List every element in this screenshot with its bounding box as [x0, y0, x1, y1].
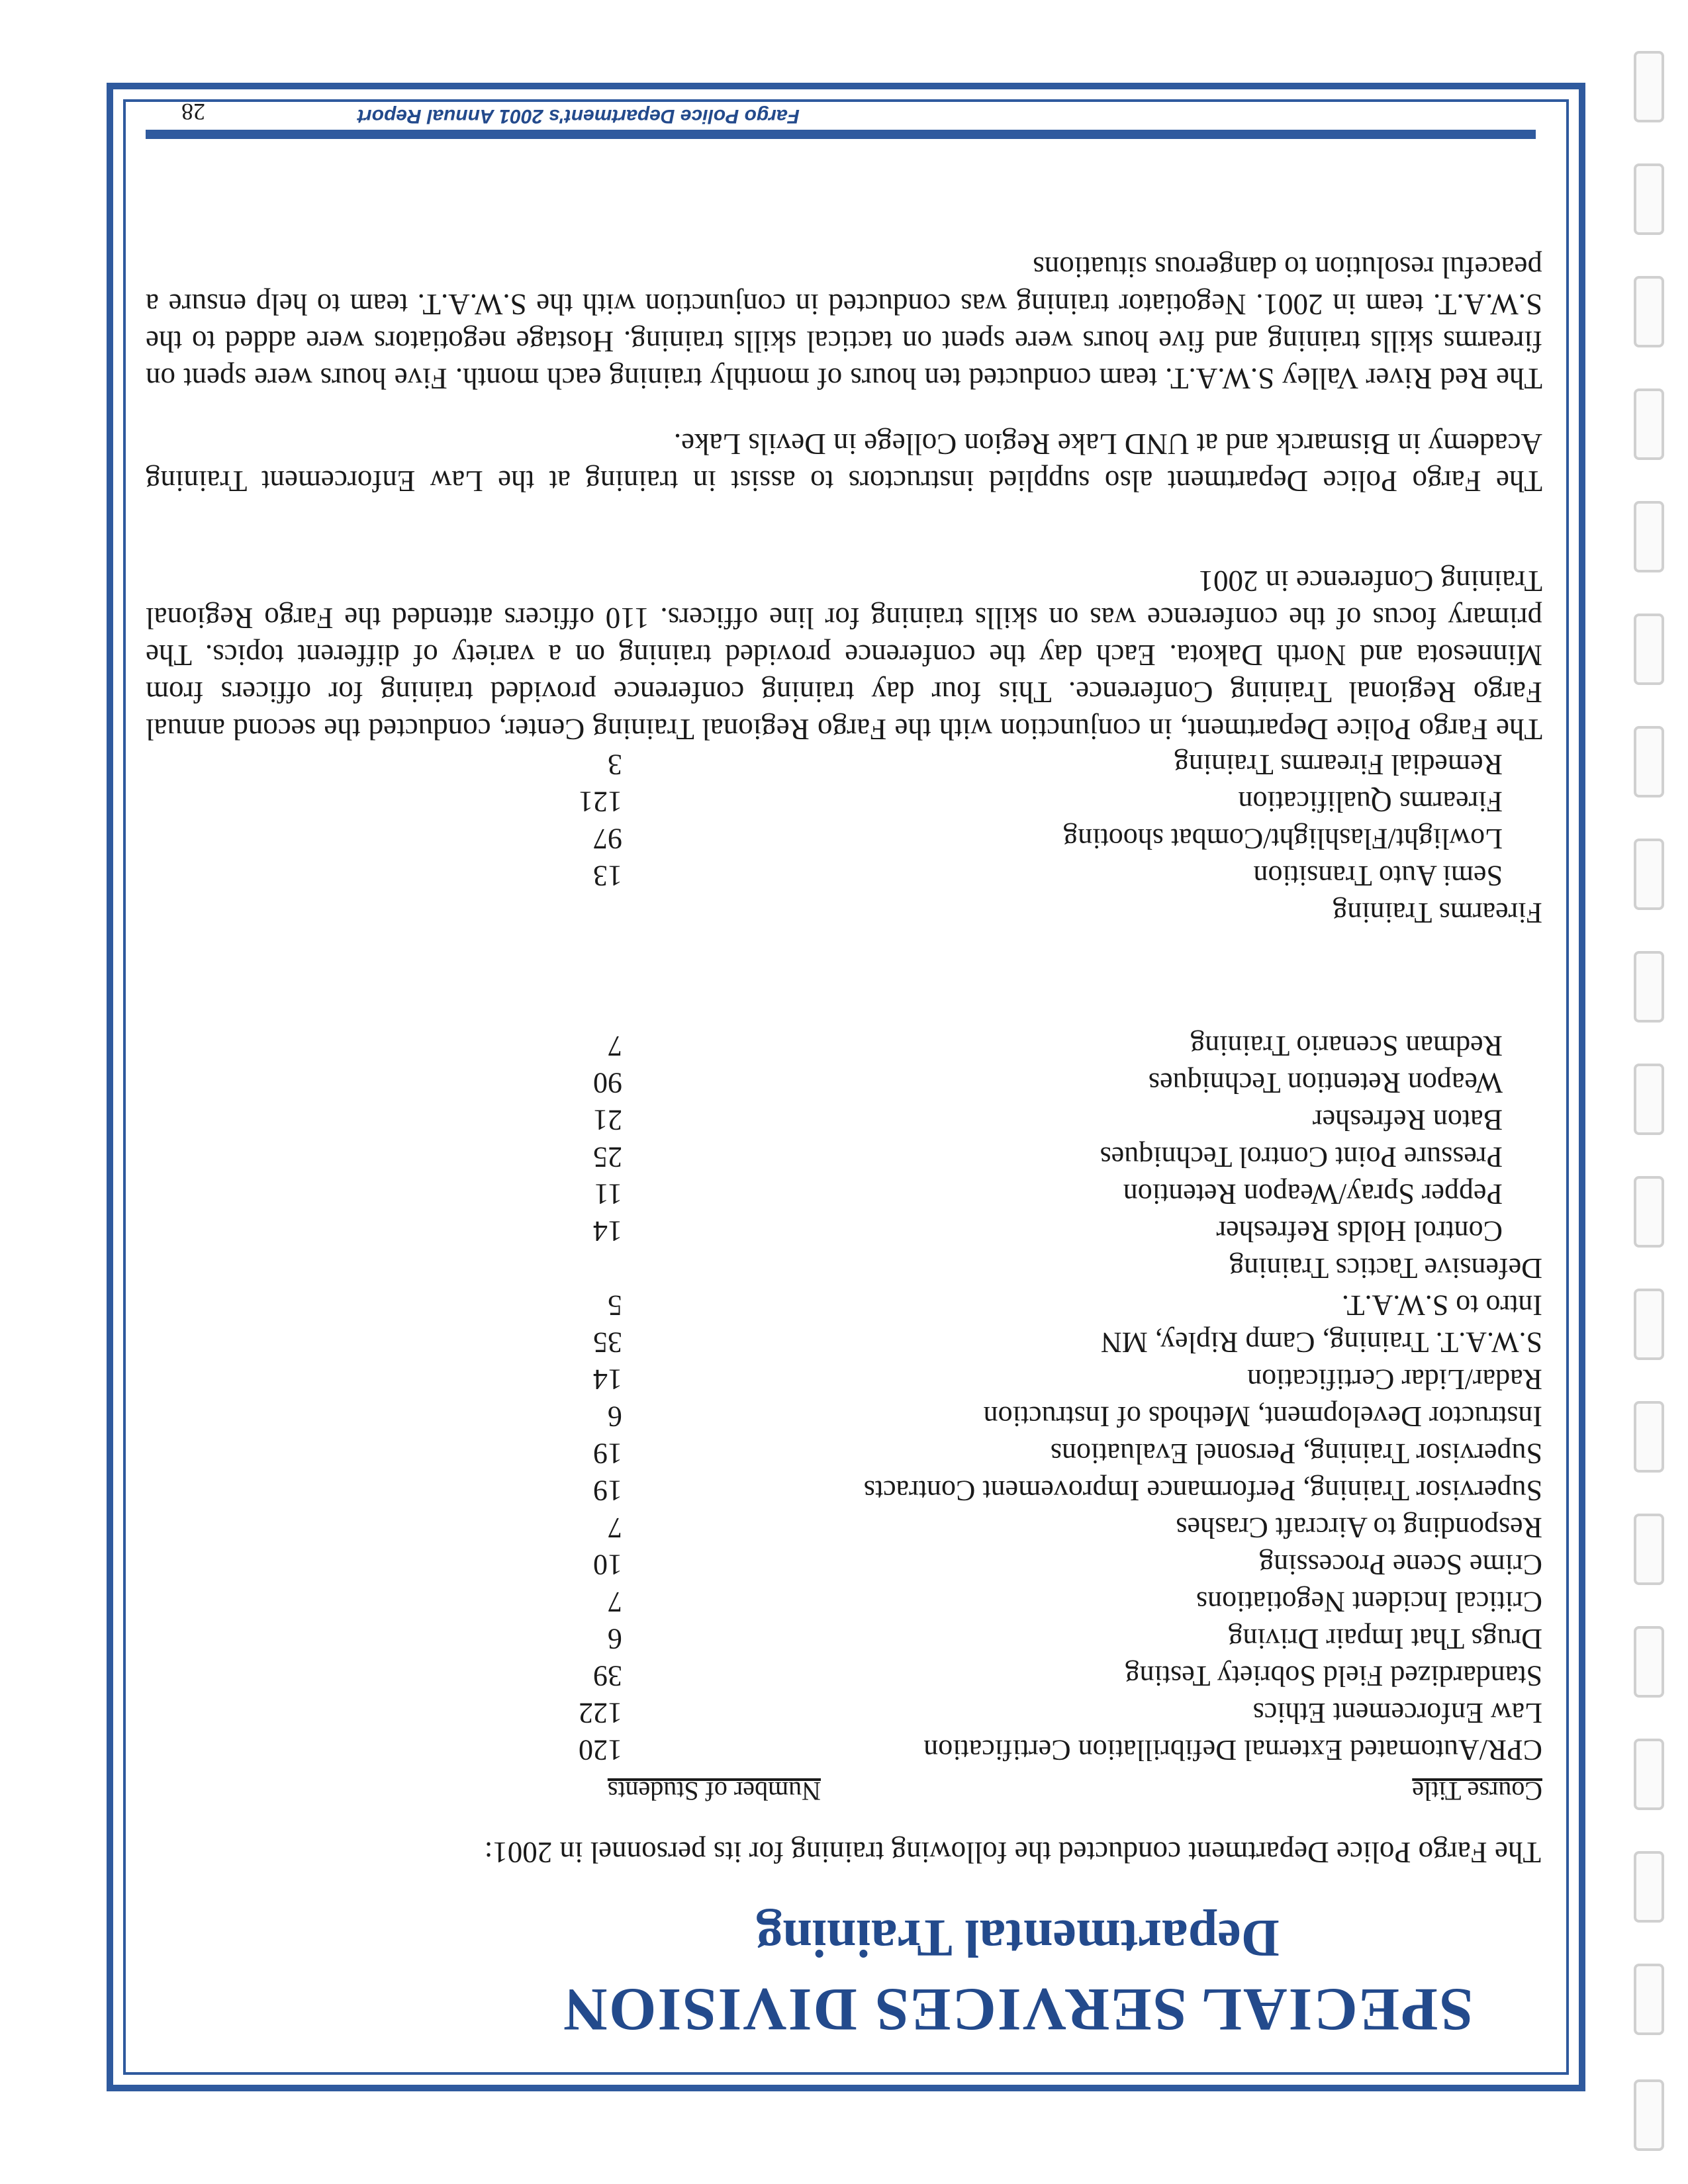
defensive-tactics-heading-row [483, 1248, 1542, 1285]
course-row [483, 1100, 1542, 1137]
binder-hole [1634, 614, 1664, 685]
binder-hole [1634, 1401, 1664, 1473]
intro-text: The Fargo Police Department conducted the following training for its personnel in 2001: [484, 1836, 1541, 1869]
course-title: Pressure Point Control Techniques [1100, 1141, 1503, 1173]
course-title: Critical Incident Negotiations [1196, 1586, 1542, 1618]
firearms-heading: Firearms Training [1333, 897, 1542, 929]
student-count: 97 [593, 823, 622, 855]
course-title: S.W.A.T. Training, Camp Ripley, MN [1101, 1326, 1542, 1359]
binder-hole [1634, 51, 1664, 122]
footer-rule [146, 130, 1536, 139]
binder-hole [1634, 1176, 1664, 1248]
student-count: 10 [593, 1549, 622, 1581]
page-number: 28 [181, 99, 205, 125]
student-count: 7 [608, 1586, 622, 1618]
binder-hole [1634, 388, 1664, 460]
course-title: Standardized Field Sobriety Testing [1125, 1660, 1542, 1692]
course-row [483, 856, 1542, 893]
student-count: 21 [593, 1104, 622, 1136]
student-count: 14 [593, 1363, 622, 1396]
student-count: 19 [593, 1437, 622, 1470]
course-title: Drugs That Impair Driving [1228, 1623, 1542, 1655]
course-title: CPR/Automated External Defibrillation Certification [923, 1734, 1542, 1766]
course-row [483, 1322, 1542, 1359]
binder-hole [1634, 501, 1664, 572]
course-row [483, 1656, 1542, 1693]
course-title: Baton Refresher [1312, 1104, 1503, 1136]
course-row [483, 819, 1542, 856]
course-row [483, 1508, 1542, 1545]
student-count: 5 [608, 1289, 622, 1322]
binder-hole [1634, 1626, 1664, 1698]
course-row [483, 1582, 1542, 1619]
course-row [483, 1359, 1542, 1396]
division-title: SPECIAL SERVICES DIVISION [562, 1976, 1474, 2044]
firearms-section [483, 745, 1542, 930]
course-title: Responding to Aircraft Crashes [1176, 1512, 1542, 1544]
student-count: 14 [593, 1215, 622, 1248]
defensive-tactics-heading: Defensive Tactics Training [1229, 1252, 1542, 1285]
report-footer: Fargo Police Department's 2001 Annual Report [357, 105, 800, 127]
course-row [483, 1433, 1542, 1471]
course-row [483, 745, 1542, 782]
student-count: 122 [579, 1697, 622, 1729]
student-count: 6 [608, 1400, 622, 1433]
student-count: 3 [608, 749, 622, 781]
course-title: Supervisor Training, Personel Evaluations [1050, 1437, 1542, 1470]
binder-hole [1634, 2079, 1664, 2151]
course-row [483, 1471, 1542, 1508]
course-row [483, 1285, 1542, 1322]
student-count: 35 [593, 1326, 622, 1359]
course-row [483, 1026, 1542, 1063]
course-row [483, 1137, 1542, 1174]
course-title: Control Holds Refresher [1216, 1215, 1503, 1248]
student-count: 7 [608, 1030, 622, 1062]
course-title: Lowlight/Flashlight/Combat shooting [1063, 823, 1503, 855]
course-row [483, 1730, 1542, 1767]
binder-hole [1634, 726, 1664, 797]
student-count: 121 [579, 786, 622, 818]
column-header-course: Course Title [1412, 1776, 1542, 1806]
student-count: 7 [608, 1512, 622, 1544]
course-title: Intro to S.W.A.T. [1341, 1289, 1542, 1322]
course-row [483, 1063, 1542, 1100]
course-row [483, 1545, 1542, 1582]
student-count: 90 [593, 1067, 622, 1099]
student-count: 25 [593, 1141, 622, 1173]
conference-paragraph: The Fargo Police Department, in conjunction with the Fargo Regional Training Center, conducted the second annual Fargo Regional Training Conference. This four day training conference provided training for officers from Minnesota and North Dakota. Each day the conference provided training on a variety of different topics. The primary focus of the conference was on skills training for line officers. 110 officers attended the Fargo Regional Training Conference in 2001 [146, 565, 1542, 746]
course-title: Remedial Firearms Training [1174, 749, 1503, 781]
student-count: 13 [593, 860, 622, 892]
course-list [483, 1026, 1542, 1767]
binder-hole [1634, 1064, 1664, 1135]
binder-hole [1634, 1514, 1664, 1585]
course-title: Law Enforcement Ethics [1252, 1697, 1542, 1729]
binder-hole [1634, 163, 1664, 235]
course-title: Weapon Retention Techniques [1148, 1067, 1503, 1099]
student-count: 11 [594, 1178, 622, 1210]
course-title: Supervisor Training, Performance Improvement Contracts [863, 1475, 1542, 1507]
course-title: Redman Scenario Training [1190, 1030, 1503, 1062]
binder-hole [1634, 951, 1664, 1023]
firearms-heading-row [483, 893, 1542, 930]
binder-hole [1634, 839, 1664, 910]
course-title: Semi Auto Transition [1253, 860, 1503, 892]
course-row [483, 1693, 1542, 1730]
course-row [483, 782, 1542, 819]
student-count: 120 [579, 1734, 622, 1766]
swat-paragraph: The Red River Valley S.W.A.T. team conducted ten hours of monthly training each month. Five hours were spent on firearms skills training and five hours were spent on tactical skills training. Hostage negotiators were added to the S.W.A.T. team in 2001. Negotiator training was conducted in conjunction with the S.W.A.T. team to help ensure a peaceful resolution to dangerous situations [146, 251, 1542, 395]
course-row [483, 1619, 1542, 1656]
binder-holes [1611, 33, 1664, 2151]
section-subtitle: Departmental Training [756, 1909, 1280, 1967]
binder-hole [1634, 1851, 1664, 1923]
course-title: Crime Scene Processing [1259, 1549, 1542, 1581]
course-row [483, 1174, 1542, 1211]
course-title: Pepper Spray/Weapon Retention [1123, 1178, 1503, 1210]
binder-hole [1634, 1739, 1664, 1810]
student-count: 6 [608, 1623, 622, 1655]
column-header-students: Number of Students [607, 1776, 821, 1806]
academy-paragraph: The Fargo Police Department also supplied instructors to assist in training at the Law Enforcement Training Academy in Bismarck and at UND Lake Region College in Devils Lake. [146, 428, 1542, 498]
binder-hole [1634, 276, 1664, 347]
course-row [483, 1396, 1542, 1433]
binder-hole [1634, 1964, 1664, 2035]
student-count: 39 [593, 1660, 622, 1692]
course-row [483, 1211, 1542, 1248]
binder-hole [1634, 1289, 1664, 1360]
course-title: Firearms Qualification [1238, 786, 1503, 818]
student-count: 19 [593, 1475, 622, 1507]
course-title: Radar/Lidar Certification [1247, 1363, 1542, 1396]
course-title: Instructor Development, Methods of Instruction [983, 1400, 1542, 1433]
